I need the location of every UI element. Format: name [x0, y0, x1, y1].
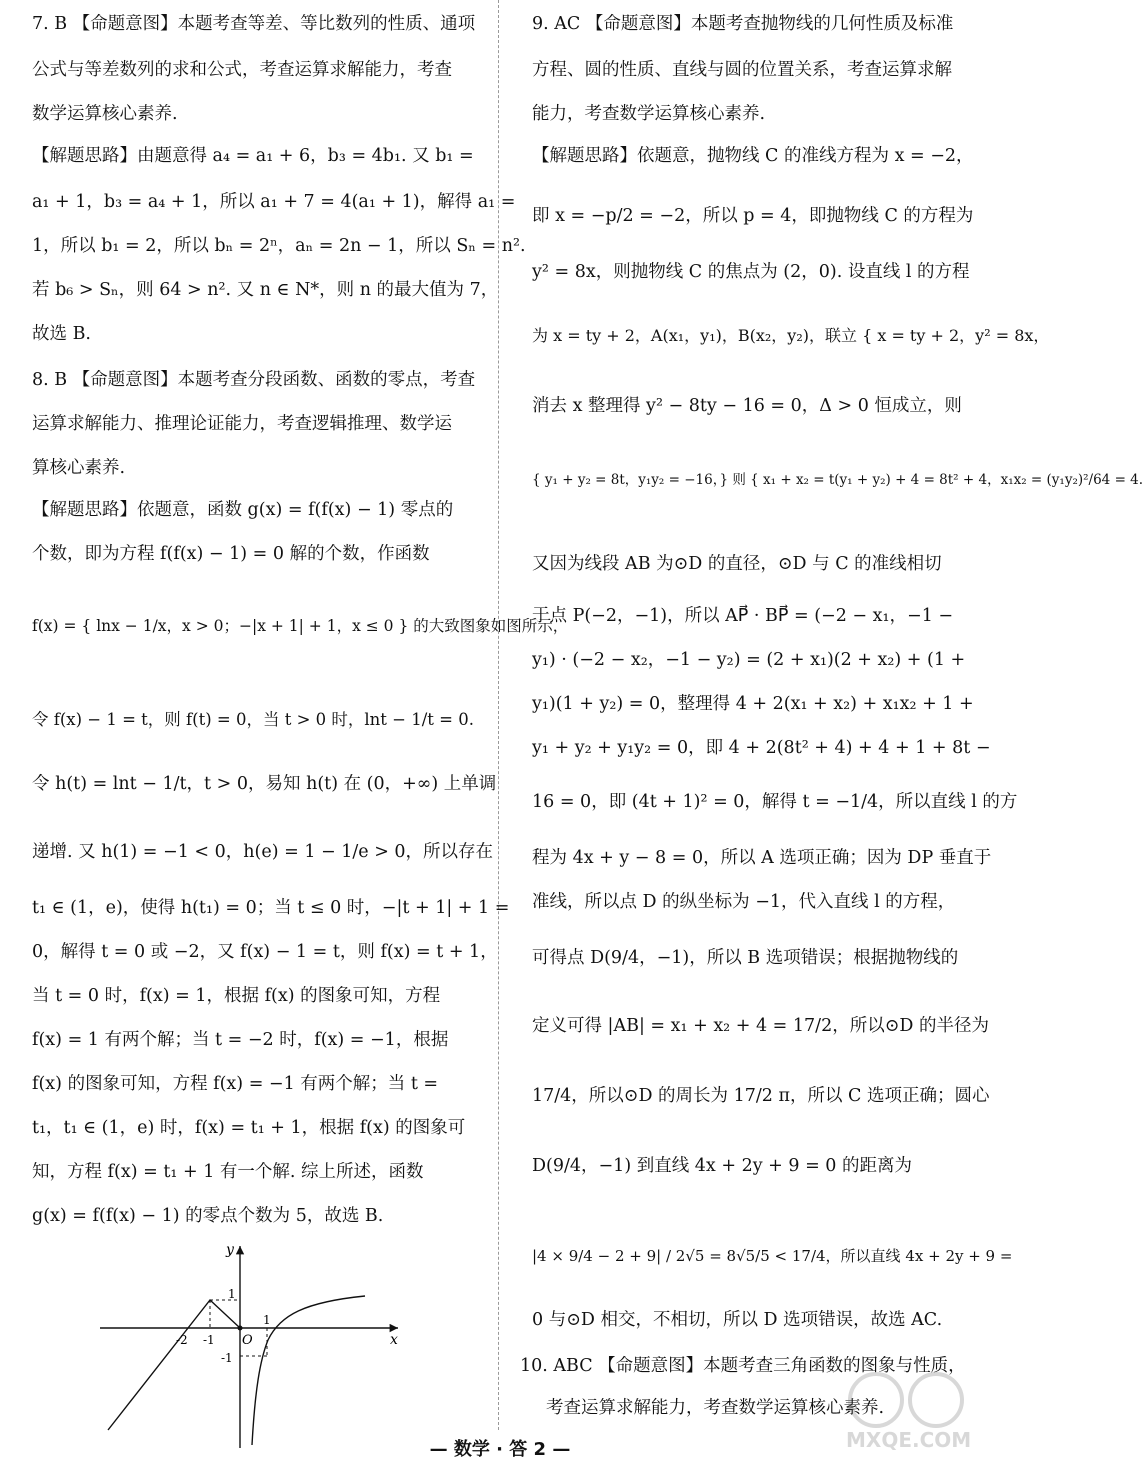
tick-label: -2: [176, 1333, 188, 1347]
x-axis-label: x: [390, 1332, 398, 1348]
text-line: { y₁ + y₂ = 8t，y₁y₂ = −16，} 则 { x₁ + x₂ = t(y₁ + y₂) + 4 = 8t² + 4，x₁x₂ = (y₁y₂)²/64 = 4.: [532, 472, 1143, 488]
text-line: 可得点 D(9/4，−1)，所以 B 选项错误；根据抛物线的: [532, 948, 959, 968]
text-line: 若 b₆ > Sₙ，则 64 > n². 又 n ∈ N*，则 n 的最大值为 7，: [32, 280, 499, 300]
text-line: y₁) · (−2 − x₂，−1 − y₂) = (2 + x₁)(2 + x₂) + (1 +: [532, 650, 966, 670]
text-line: 17/4，所以⊙D 的周长为 17/2 π，所以 C 选项正确；圆心: [532, 1086, 990, 1106]
text-line: 运算求解能力、推理论证能力，考查逻辑推理、数学运: [32, 414, 452, 434]
text-line: 于点 P(−2，−1)，所以 AP⃗ · BP⃗ = (−2 − x₁，−1 −: [532, 606, 954, 626]
text-line: y₁)(1 + y₂) = 0，整理得 4 + 2(x₁ + x₂) + x₁x₂ + 1 +: [532, 694, 974, 714]
right-column: [520, 0, 1143, 1429]
point-marker: [238, 1326, 243, 1331]
text-line: 当 t = 0 时，f(x) = 1，根据 f(x) 的图象可知，方程: [32, 986, 441, 1006]
text-line: 算核心素养.: [32, 458, 126, 478]
tick-label: 1: [263, 1313, 271, 1327]
text-line: 16 = 0，即 (4t + 1)² = 0，解得 t = −1/4，所以直线 l 的方: [532, 792, 1018, 812]
curve-left-piece: [108, 1300, 240, 1430]
text-line: 令 h(t) = lnt − 1/t，t > 0，易知 h(t) 在 (0，+∞) 上单调: [32, 774, 497, 794]
y-axis-label: y: [226, 1242, 234, 1258]
text-line: 定义可得 |AB| = x₁ + x₂ + 4 = 17/2，所以⊙D 的半径为: [532, 1016, 989, 1036]
text-line: 1，所以 b₁ = 2，所以 bₙ = 2ⁿ，aₙ = 2n − 1，所以 Sₙ = n².: [32, 236, 526, 256]
text-line: 知，方程 f(x) = t₁ + 1 有一个解. 综上所述，函数: [32, 1162, 424, 1182]
page-footer: — 数学 · 答 2 —: [429, 1439, 571, 1460]
text-line: 为 x = ty + 2，A(x₁，y₁)，B(x₂，y₂)，联立 { x = ty + 2，y² = 8x，: [532, 326, 1050, 345]
text-line: 【解题思路】依题意，函数 g(x) = f(f(x) − 1) 零点的: [32, 500, 454, 520]
text-line: 考查运算求解能力，考查数学运算核心素养.: [546, 1398, 885, 1418]
text-line: 0，解得 t = 0 或 −2，又 f(x) − 1 = t，则 f(x) = t + 1，: [32, 942, 498, 962]
text-line: 又因为线段 AB 为⊙D 的直径，⊙D 与 C 的准线相切: [532, 554, 942, 574]
text-line: 10. ABC 【命题意图】本题考查三角函数的图象与性质，: [520, 1356, 966, 1376]
text-line: 方程、圆的性质、直线与圆的位置关系，考查运算求解: [532, 60, 952, 80]
text-line: 公式与等差数列的求和公式，考查运算求解能力，考查: [32, 60, 452, 80]
text-line: y² = 8x，则抛物线 C 的焦点为 (2，0). 设直线 l 的方程: [532, 262, 970, 282]
text-line: f(x) = { lnx − 1/x，x > 0；−|x + 1| + 1，x ≤ 0 } 的大致图象如图所示，: [32, 617, 569, 635]
tick-label: 1: [228, 1287, 236, 1301]
text-line: 8. B 【命题意图】本题考查分段函数、函数的零点，考查: [32, 370, 476, 390]
text-line: 准线，所以点 D 的纵坐标为 −1，代入直线 l 的方程，: [532, 892, 956, 912]
text-line: D(9/4，−1) 到直线 4x + 2y + 9 = 0 的距离为: [532, 1156, 912, 1176]
text-line: 7. B 【命题意图】本题考查等差、等比数列的性质、通项: [32, 14, 476, 34]
text-line: f(x) 的图象可知，方程 f(x) = −1 有两个解；当 t =: [32, 1074, 439, 1094]
text-line: t₁，t₁ ∈ (1，e) 时，f(x) = t₁ + 1，根据 f(x) 的图象可: [32, 1118, 466, 1138]
text-line: 消去 x 整理得 y² − 8ty − 16 = 0，Δ > 0 恒成立，则: [532, 396, 962, 416]
left-column: [32, 0, 569, 1429]
origin-label: O: [242, 1333, 253, 1348]
text-line: 递增. 又 h(1) = −1 < 0，h(e) = 1 − 1/e > 0，所以存在: [32, 842, 494, 862]
text-line: 0 与⊙D 相交，不相切，所以 D 选项错误，故选 AC.: [532, 1310, 943, 1330]
text-line: a₁ + 1，b₃ = a₄ + 1，所以 a₁ + 7 = 4(a₁ + 1)，解得 a₁ =: [32, 192, 516, 212]
text-line: 数学运算核心素养.: [32, 104, 178, 124]
text-line: f(x) = 1 有两个解；当 t = −2 时，f(x) = −1，根据: [32, 1030, 449, 1050]
column-divider: [498, 0, 499, 1430]
svg-text:MXQE.COM: MXQE.COM: [846, 1428, 972, 1452]
text-line: 能力，考查数学运算核心素养.: [532, 104, 766, 124]
text-line: g(x) = f(f(x) − 1) 的零点个数为 5，故选 B.: [32, 1206, 384, 1226]
text-line: |4 × 9/4 − 2 + 9| / 2√5 = 8√5/5 < 17/4，所以直线 4x + 2y + 9 =: [532, 1247, 1013, 1265]
function-graph: [100, 1240, 410, 1450]
text-line: y₁ + y₂ + y₁y₂ = 0，即 4 + 2(8t² + 4) + 4 + 1 + 8t −: [532, 738, 991, 758]
text-line: 【解题思路】由题意得 a₄ = a₁ + 6，b₃ = 4b₁. 又 b₁ =: [32, 146, 474, 166]
text-line: 故选 B.: [32, 324, 91, 344]
text-line: 令 f(x) − 1 = t，则 f(t) = 0，当 t > 0 时，lnt − 1/t = 0.: [32, 710, 474, 729]
tick-label: -1: [221, 1351, 233, 1365]
tick-label: -1: [203, 1333, 215, 1347]
text-line: 个数，即为方程 f(f(x) − 1) = 0 解的个数，作函数: [32, 544, 430, 564]
text-line: 【解题思路】依题意，抛物线 C 的准线方程为 x = −2，: [532, 146, 974, 166]
text-line: 即 x = −p/2 = −2，所以 p = 4，即抛物线 C 的方程为: [532, 206, 974, 226]
text-line: t₁ ∈ (1，e)，使得 h(t₁) = 0；当 t ≤ 0 时，−|t + 1| + 1 =: [32, 898, 510, 918]
text-line: 9. AC 【命题意图】本题考查抛物线的几何性质及标准: [532, 14, 954, 34]
text-line: 程为 4x + y − 8 = 0，所以 A 选项正确；因为 DP 垂直于: [532, 848, 992, 868]
